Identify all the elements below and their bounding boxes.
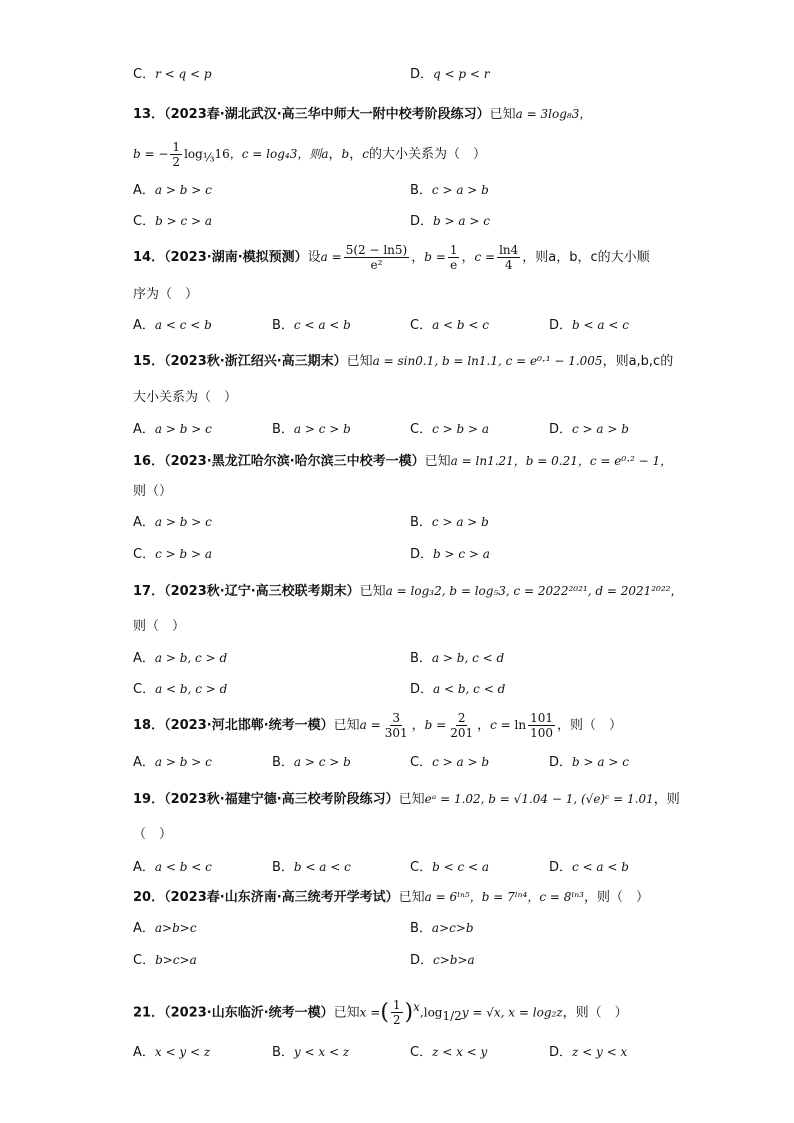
q13-option-b[interactable]: B．c > a > b: [410, 183, 489, 198]
q14-stem-line1: 14．（2023·湖南·模拟预测）设a = $\frac{5(2 - \ln 5)}{\text{e²}}$ ，b = $\frac{1}{e}$ ，c = $\frac{\ln 4}{4}$ ，则a，b，c的大小顺: [133, 243, 650, 272]
q14-option-b[interactable]: B．c < a < b: [272, 318, 351, 333]
q16-stem-line1: 16．（2023·黑龙江哈尔滨·哈尔滨三中校考一模）已知a = ln1.21，b = 0.21，c = e⁰·² − 1，: [133, 454, 673, 469]
q20-options-ab: [133, 918, 733, 938]
q16-option-d[interactable]: D．b > c > a: [410, 547, 490, 562]
q20-option-b[interactable]: B．a>c>b: [410, 921, 474, 936]
q20-option-d[interactable]: D．c>b>a: [410, 953, 475, 968]
q21-options: [133, 1042, 733, 1062]
q18-stem: 18．（2023·河北邯郸·统考一模）已知a = $\frac{3}{301}$ ，b = $\frac{2}{201}$ ，c = ln $\frac{101}{100}$ ，则（ ）: [133, 711, 623, 740]
q14-stem-line2: 序为（ ）: [133, 287, 199, 302]
q19-stem-line1: 19．（2023秋·福建宁德·高三校考阶段练习）已知eᵃ = 1.02, b = √1.04 − 1, (√e)ᶜ = 1.01，则: [133, 792, 680, 807]
q21-stem: 21．（2023·山东临沂·统考一模）已知x =( $\frac{1}{2}$ )$^x,\log_{1/2}y = √x$, x = log₂z，则（ ）: [133, 998, 628, 1028]
q14-option-d[interactable]: D．b < a < c: [549, 318, 629, 333]
q13-options-ab: [133, 180, 733, 200]
q19-stem-line2: （ ）: [133, 827, 173, 842]
q20-stem: 20．（2023春·山东济南·高三统考开学考试）已知a = 6ˡⁿ⁵，b = 7ˡⁿ⁴，c = 8ˡⁿ³，则（ ）: [133, 890, 649, 905]
q13-stem-line2: b = − $\frac{1}{2}$ $\log_{\frac{1}{3}}16$，c = log₄3，则a，b，c的大小关系为（ ）: [133, 140, 486, 169]
q19-option-a[interactable]: A．a < b < c: [133, 860, 212, 875]
q17-options-ab: [133, 648, 733, 668]
q18-option-d[interactable]: D．b > a > c: [549, 755, 629, 770]
q12-options-cd: [133, 64, 733, 84]
q21-option-d[interactable]: D．z < y < x: [549, 1045, 628, 1060]
q20-options-cd: [133, 950, 733, 970]
q17-option-d[interactable]: D．a < b, c < d: [410, 682, 506, 697]
q18-options: [133, 752, 733, 772]
q19-option-b[interactable]: B．b < a < c: [272, 860, 351, 875]
q21-option-b[interactable]: B．y < x < z: [272, 1045, 350, 1060]
q13-option-d[interactable]: D．b > a > c: [410, 214, 490, 229]
q13-stem-line1: 13．（2023春·湖北武汉·高三华中师大一附中校考阶段练习）已知a = 3log₈3，: [133, 107, 592, 122]
q17-option-b[interactable]: B．a > b, c < d: [410, 651, 505, 666]
q18-option-c[interactable]: C．c > a > b: [410, 755, 490, 770]
q12-option-c[interactable]: C．r < q < p: [133, 67, 212, 82]
q16-stem-line2: 则（）: [133, 484, 173, 499]
q17-options-cd: [133, 679, 733, 699]
q13-options-cd: [133, 211, 733, 231]
q21-option-c[interactable]: C．z < x < y: [410, 1045, 488, 1060]
q16-option-a[interactable]: A．a > b > c: [133, 515, 212, 530]
q14-options: [133, 315, 733, 335]
q12-option-d[interactable]: D．q < p < r: [410, 67, 490, 82]
q16-options-ab: [133, 512, 733, 532]
q15-option-c[interactable]: C．c > b > a: [410, 422, 490, 437]
q21-option-a[interactable]: A．x < y < z: [133, 1045, 211, 1060]
q17-stem-line1: 17．（2023秋·辽宁·高三校联考期末）已知a = log₃2, b = log₅3, c = 2022²⁰²¹, d = 2021²⁰²²，: [133, 584, 683, 599]
q15-options: [133, 419, 733, 439]
q13-option-a[interactable]: A．a > b > c: [133, 183, 212, 198]
q14-option-c[interactable]: C．a < b < c: [410, 318, 490, 333]
q19-option-d[interactable]: D．c < a < b: [549, 860, 629, 875]
q20-option-c[interactable]: C．b>c>a: [133, 953, 197, 968]
q15-stem-line2: 大小关系为（ ）: [133, 390, 238, 405]
q18-option-b[interactable]: B．a > c > b: [272, 755, 351, 770]
q16-option-c[interactable]: C．c > b > a: [133, 547, 213, 562]
q19-option-c[interactable]: C．b < c < a: [410, 860, 490, 875]
q16-options-cd: [133, 544, 733, 564]
q20-option-a[interactable]: A．a>b>c: [133, 921, 197, 936]
q16-option-b[interactable]: B．c > a > b: [410, 515, 489, 530]
q13-option-c[interactable]: C．b > c > a: [133, 214, 213, 229]
q15-option-d[interactable]: D．c > a > b: [549, 422, 629, 437]
q15-stem-line1: 15．（2023秋·浙江绍兴·高三期末）已知a = sin0.1, b = ln1.1, c = e⁰·¹ − 1.005，则a,b,c的: [133, 354, 674, 369]
q14-option-a[interactable]: A．a < c < b: [133, 318, 212, 333]
q15-option-a[interactable]: A．a > b > c: [133, 422, 212, 437]
q15-option-b[interactable]: B．a > c > b: [272, 422, 351, 437]
q18-option-a[interactable]: A．a > b > c: [133, 755, 212, 770]
q17-option-c[interactable]: C．a < b, c > d: [133, 682, 228, 697]
q19-options: [133, 857, 733, 877]
q17-option-a[interactable]: A．a > b, c > d: [133, 651, 228, 666]
q17-stem-line2: 则（ ）: [133, 619, 186, 634]
